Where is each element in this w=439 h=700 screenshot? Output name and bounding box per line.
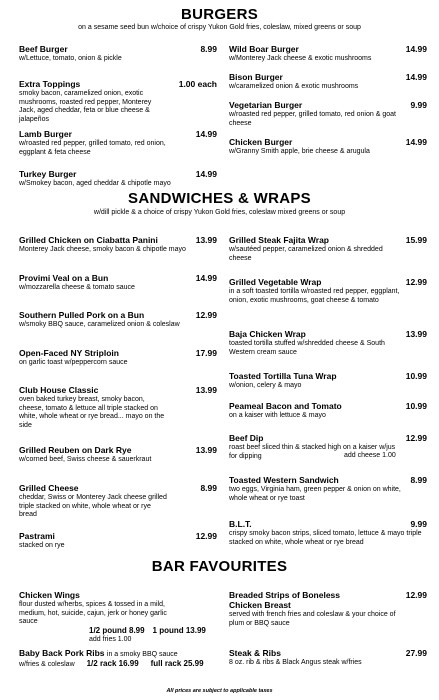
item-price: 1.00 each — [178, 79, 217, 89]
item-price: 12.99 — [405, 433, 427, 443]
item-price: 9.99 — [410, 100, 427, 110]
item-price: 15.99 — [405, 235, 427, 245]
item-price: 13.99 — [195, 235, 217, 245]
item-price: 10.99 — [405, 401, 427, 411]
item-desc: w/Granny Smith apple, brie cheese & arugula — [229, 148, 370, 155]
menu-item — [229, 44, 427, 64]
item-price: 12.99 — [405, 277, 427, 287]
item-desc: w/smoky BBQ sauce, caramelized onion & coleslaw — [19, 321, 180, 328]
item-name: Vegetarian Burger — [229, 100, 303, 110]
item-price: 8.99 — [200, 483, 217, 493]
item-price: 13.99 — [405, 329, 427, 339]
item-desc: w/mozzarella cheese & tomato sauce — [19, 284, 135, 291]
item-extra: add cheese 1.00 — [344, 452, 396, 459]
item-desc: cheddar, Swiss or Monterey Jack cheese grilled triple stacked on white, whole wheat or rye bread — [19, 494, 167, 519]
item-price: 12.99 — [405, 590, 427, 600]
bar-title: BAR FAVOURITES — [151, 558, 288, 575]
item-name: Club House Classic — [19, 385, 99, 395]
item-price: 8.99 — [410, 475, 427, 485]
item-desc: w/onion, celery & mayo — [229, 382, 302, 389]
item-name: Breaded Strips of Boneless Chicken Breast — [229, 590, 341, 610]
item-desc: w/corned beef, Swiss cheese & sauerkraut — [19, 456, 152, 463]
menu-item — [19, 129, 217, 157]
item-name: Grilled Chicken on Ciabatta Panini — [19, 235, 158, 245]
menu-item — [19, 483, 217, 520]
menu-item — [19, 648, 217, 670]
item-name: Toasted Tortilla Tuna Wrap — [229, 371, 337, 381]
menu-item — [229, 475, 427, 503]
item-price: 8.99 — [200, 44, 217, 54]
item-name: Peameal Bacon and Tomato — [229, 401, 342, 411]
item-price: 13.99 — [195, 445, 217, 455]
item-price: 12.99 — [195, 531, 217, 541]
item-desc: in a soft toasted tortilla w/roasted red pepper, eggplant, onion, exotic mushrooms, goat cheese & tomato — [229, 288, 400, 304]
item-price: 9.99 — [410, 519, 427, 529]
item-size-full: 1 pound 13.99 — [152, 625, 206, 635]
item-desc: flour dusted w/herbs, spices & tossed in a mild, medium, hot, suicide, cajun, jerk or honey garlic sauce — [19, 601, 167, 626]
item-name: Grilled Reuben on Dark Rye — [19, 445, 132, 455]
menu-item — [229, 329, 427, 357]
item-name: Grilled Vegetable Wrap — [229, 277, 322, 287]
menu-item — [229, 519, 427, 547]
item-name: Baby Back Pork Ribs — [19, 648, 105, 658]
burgers-title: BURGERS — [180, 6, 259, 23]
item-desc: smoky bacon, caramelized onion, exotic mushrooms, roasted red pepper, Monterey Jack, aged cheddar, feta or blue cheese & jalapeños — [19, 90, 152, 123]
menu-item — [19, 531, 217, 551]
item-size-full: full rack 25.99 — [150, 659, 204, 668]
item-extra: add fries 1.00 — [89, 636, 132, 644]
item-name: Chicken Wings — [19, 590, 80, 600]
item-size-half: 1/2 rack 16.99 — [86, 659, 139, 668]
menu-item — [19, 169, 217, 189]
item-name: Wild Boar Burger — [229, 44, 299, 54]
item-price: 14.99 — [405, 44, 427, 54]
item-price: 14.99 — [195, 169, 217, 179]
item-price: 13.99 — [195, 385, 217, 395]
item-desc: w/Smokey bacon, aged cheddar & chipotle mayo — [19, 180, 171, 187]
item-price: 14.99 — [405, 137, 427, 147]
item-name: Beef Dip — [229, 433, 264, 443]
item-name: Toasted Western Sandwich — [229, 475, 339, 485]
item-desc: on a kaiser with lettuce & mayo — [229, 412, 326, 419]
item-desc: oven baked turkey breast, smoky bacon, cheese, tomato & lettuce all triple stacked on white, whole wheat or rye bread... mayo on the side — [19, 396, 165, 429]
item-name: Steak & Ribs — [229, 648, 281, 658]
menu-item — [229, 100, 427, 128]
menu-item — [229, 590, 427, 628]
item-name: Lamb Burger — [19, 129, 72, 139]
menu-item — [229, 137, 427, 157]
item-desc: w/roasted red pepper, grilled tomato, red onion & goat cheese — [229, 111, 396, 127]
item-desc: served with french fries and coleslaw & your choice of plum or BBQ sauce — [229, 611, 396, 627]
item-desc: w/roasted red pepper, grilled tomato, red onion, eggplant & feta cheese — [19, 140, 166, 156]
item-desc: w/fries & coleslaw — [19, 661, 75, 668]
menu-item — [19, 79, 217, 124]
item-name: Chicken Burger — [229, 137, 293, 147]
sandwiches-subtitle: w/dill pickle & a choice of crispy Yukon Gold fries, coleslaw mixed greens or soup — [93, 209, 346, 216]
menu-item — [229, 277, 427, 305]
item-name: Open-Faced NY Striploin — [19, 348, 119, 358]
menu-item — [19, 310, 217, 330]
item-name: Beef Burger — [19, 44, 68, 54]
item-desc: roast beef sliced thin & stacked high on a kaiser w/jus for dipping — [229, 444, 396, 460]
item-name: Provimi Veal on a Bun — [19, 273, 109, 283]
menu-item — [229, 235, 427, 263]
item-price: 27.99 — [405, 648, 427, 658]
item-name: Extra Toppings — [19, 79, 81, 89]
burgers-subtitle: on a sesame seed bun w/choice of crispy Yukon Gold fries, coleslaw, mixed greens or soup — [78, 24, 361, 31]
menu-item — [19, 348, 217, 368]
item-desc: on garlic toast w/peppercorn sauce — [19, 359, 128, 366]
sandwiches-title: SANDWICHES & WRAPS — [128, 190, 311, 207]
item-desc: w/caramelized onion & exotic mushrooms — [229, 83, 359, 90]
menu-item — [19, 445, 217, 465]
item-price: 17.99 — [195, 348, 217, 358]
menu-item — [229, 401, 427, 421]
menu-item — [229, 371, 427, 391]
item-name: Grilled Steak Fajita Wrap — [229, 235, 329, 245]
item-desc: stacked on rye — [19, 542, 65, 549]
menu-item — [229, 72, 427, 92]
item-price: 14.99 — [195, 273, 217, 283]
menu-item — [19, 385, 217, 430]
item-desc: w/sautéed pepper, caramelized onion & shredded cheese — [229, 246, 383, 262]
item-name: Baja Chicken Wrap — [229, 329, 306, 339]
item-price: 10.99 — [405, 371, 427, 381]
item-name: Pastrami — [19, 531, 55, 541]
item-desc: toasted tortilla stuffed w/shredded cheese & South Western cream sauce — [229, 340, 385, 356]
tax-footnote: All prices are subject to applicable taxes — [166, 688, 273, 694]
item-desc: two eggs, Virginia ham, green pepper & onion on white, whole wheat or rye toast — [229, 486, 401, 502]
item-desc: w/Lettuce, tomato, onion & pickle — [19, 55, 122, 62]
item-size-half: 1/2 pound 8.99 — [89, 625, 145, 635]
item-name: B.L.T. — [229, 519, 252, 529]
item-price: 14.99 — [195, 129, 217, 139]
menu-item — [19, 44, 217, 64]
item-desc: w/Monterey Jack cheese & exotic mushrooms — [229, 55, 372, 62]
item-name-suffix: in a smoky BBQ sauce — [106, 651, 178, 658]
menu-item — [19, 273, 217, 293]
item-name: Turkey Burger — [19, 169, 77, 179]
item-desc: crispy smoky bacon strips, sliced tomato, lettuce & mayo triple stacked on white, whole wheat or rye bread — [229, 530, 422, 546]
menu-item — [19, 590, 217, 645]
item-price: 12.99 — [195, 310, 217, 320]
item-name: Grilled Cheese — [19, 483, 79, 493]
item-name: Bison Burger — [229, 72, 283, 82]
menu-item — [19, 235, 217, 255]
menu-item — [229, 433, 427, 461]
item-desc: Monterey Jack cheese, smoky bacon & chipotle mayo — [19, 246, 186, 253]
item-price: 14.99 — [405, 72, 427, 82]
item-desc: 8 oz. rib & ribs & Black Angus steak w/fries — [229, 659, 362, 666]
menu-item — [229, 648, 427, 668]
item-name: Southern Pulled Pork on a Bun — [19, 310, 145, 320]
